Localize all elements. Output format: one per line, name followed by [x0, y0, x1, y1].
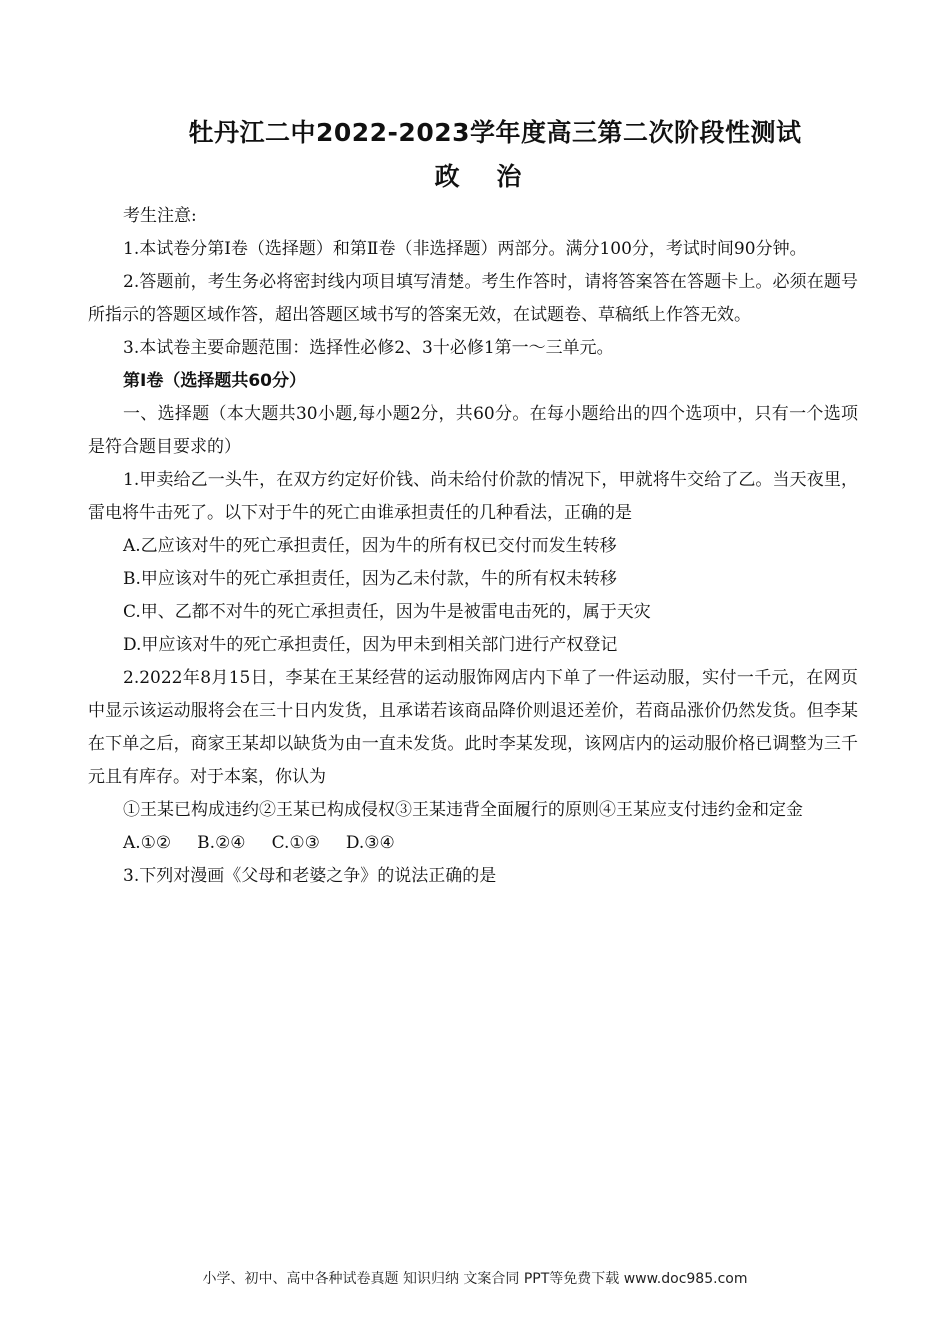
question-2-option-d: D.③④ [345, 833, 395, 853]
exam-subject: 政 治 [434, 162, 536, 191]
question-2-options [88, 827, 858, 860]
exam-title: 牡丹江二中2022-2023学年度高三第二次阶段性测试 [188, 118, 802, 147]
question-2-option-c: C.①③ [271, 833, 320, 853]
notice-item-3: 3.本试卷主要命题范围：选择性必修2、3十必修1第一～三单元。 [123, 338, 614, 358]
question-2-option-b: B.②④ [197, 833, 246, 853]
page-footer: 小学、初中、高中各种试卷真题 知识归纳 文案合同 PPT等免费下载 www.doc985.com [202, 1271, 748, 1287]
section-instruction: 一、选择题（本大题共30小题,每小题2分，共60分。在每小题给出的四个选项中，只有一个选项是符合题目要求的） [88, 404, 858, 457]
question-2-option-a: A.①② [123, 833, 172, 853]
question-1-option-a: A.乙应该对牛的死亡承担责任，因为牛的所有权已交付而发生转移 [123, 536, 617, 556]
question-2-statements: ①王某已构成违约②王某已构成侵权③王某违背全面履行的原则④王某应支付违约金和定金 [123, 800, 803, 820]
question-1-option-d: D.甲应该对牛的死亡承担责任，因为甲未到相关部门进行产权登记 [123, 635, 618, 655]
section-title: 第Ⅰ卷（选择题共60分） [123, 371, 306, 391]
notice-heading: 考生注意: [123, 206, 197, 226]
question-2-stem: 2.2022年8月15日，李某在王某经营的运动服饰网店内下单了一件运动服，实付一千元，在网页中显示该运动服将会在三十日内发货，且承诺若该商品降价则退还差价，若商品涨价仍然发货。但李某在下单之后，商家王某却以缺货为由一直未发货。此时李某发现，该网店内的运动服价格已调整为三千元且有库存。对于本案，你认为 [88, 668, 858, 787]
notice-item-1: 1.本试卷分第Ⅰ卷（选择题）和第Ⅱ卷（非选择题）两部分。满分100分，考试时间90分钟。 [123, 239, 807, 259]
exam-content [88, 200, 858, 893]
question-1-stem: 1.甲卖给乙一头牛，在双方约定好价钱、尚未给付价款的情况下，甲就将牛交给了乙。当天夜里，雷电将牛击死了。以下对于牛的死亡由谁承担责任的几种看法，正确的是 [88, 470, 858, 523]
question-1-option-b: B.甲应该对牛的死亡承担责任，因为乙未付款，牛的所有权未转移 [123, 569, 617, 589]
question-3-stem: 3.下列对漫画《父母和老婆之争》的说法正确的是 [123, 866, 497, 886]
notice-item-2: 2.答题前，考生务必将密封线内项目填写清楚。考生作答时，请将答案答在答题卡上。必须在题号所指示的答题区域作答，超出答题区域书写的答案无效，在试题卷、草稿纸上作答无效。 [88, 272, 858, 325]
question-1-option-c: C.甲、乙都不对牛的死亡承担责任，因为牛是被雷电击死的，属于天灾 [123, 602, 651, 622]
